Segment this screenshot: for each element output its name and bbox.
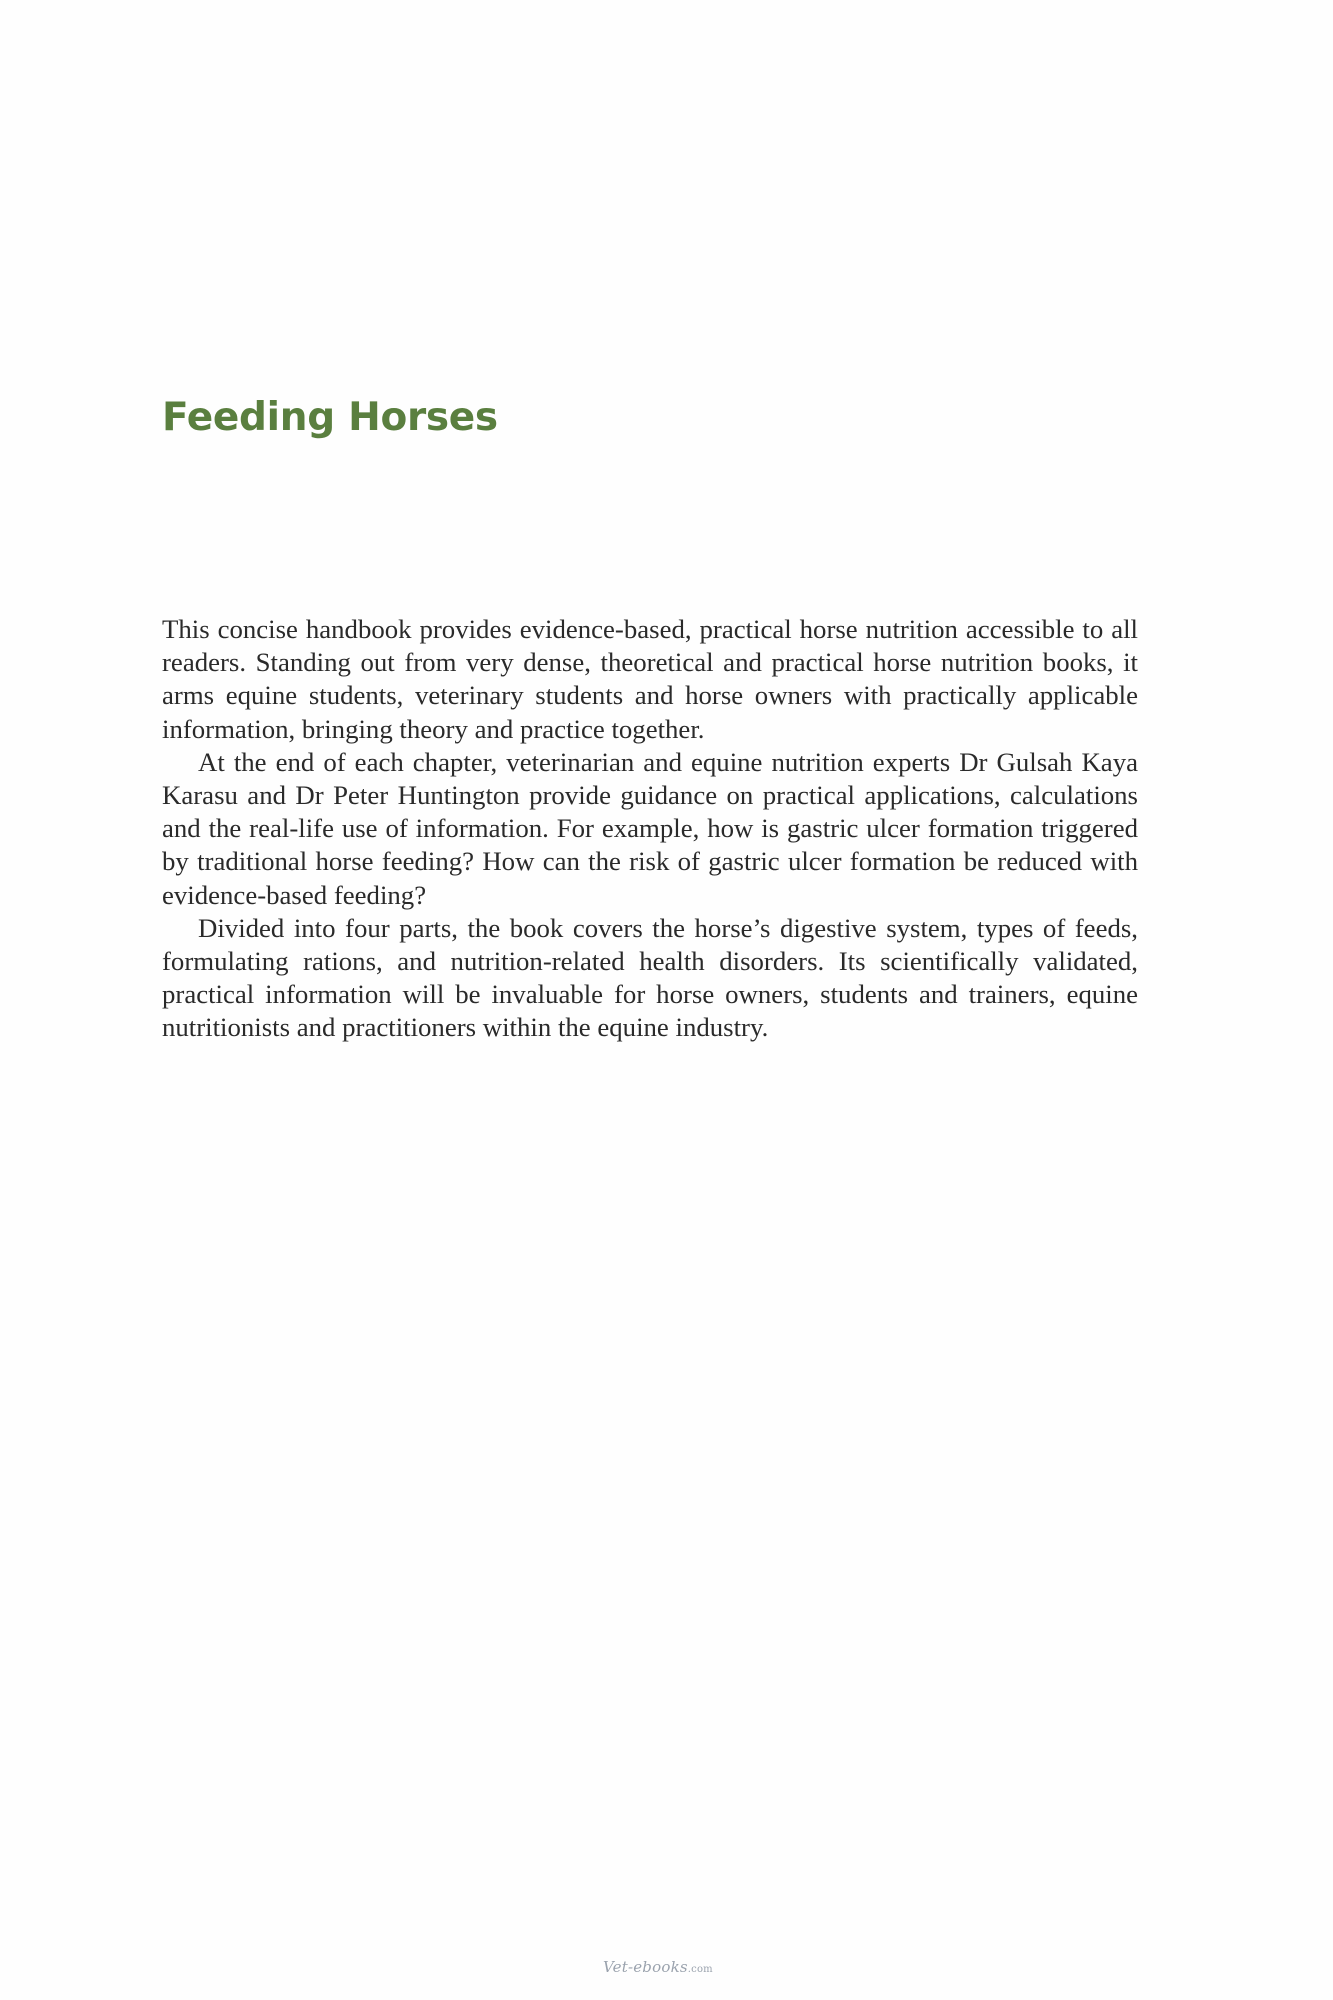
book-title: Feeding Horses: [162, 395, 498, 440]
description-paragraph-1: This concise handbook provides evidence-based, practical horse nutrition accessible to all readers. Standing out from very dense, theoretical and practical horse nutrition books, it arms equine students, veterinary students and horse owners with practically applicable information, bringing theory and practice together.: [162, 614, 1138, 744]
watermark-suffix-text: .com: [687, 1964, 713, 1975]
watermark-main-text: Vet-ebooks: [603, 1958, 688, 1976]
description-paragraph-3: Divided into four parts, the book covers the horse’s digestive system, types of feeds, formulating rations, and nutrition-related health disorders. Its scientifically validated, practical information will be invaluable for horse owners, students and trainers, equine nutritionists and practitioners within the equine industry.: [162, 912, 1138, 1043]
site-watermark: [603, 1958, 713, 1976]
description-paragraph-2: At the end of each chapter, veterinarian and equine nutrition experts Dr Gulsah Kaya Karasu and Dr Peter Huntington provide guidance on practical applications, calculations and the real-life use of information. For example, how is gastric ulcer formation triggered by traditional horse feeding? How can the risk of gastric ulcer formation be reduced with evidence-based feeding?: [162, 746, 1138, 910]
book-description: [162, 613, 1138, 1045]
